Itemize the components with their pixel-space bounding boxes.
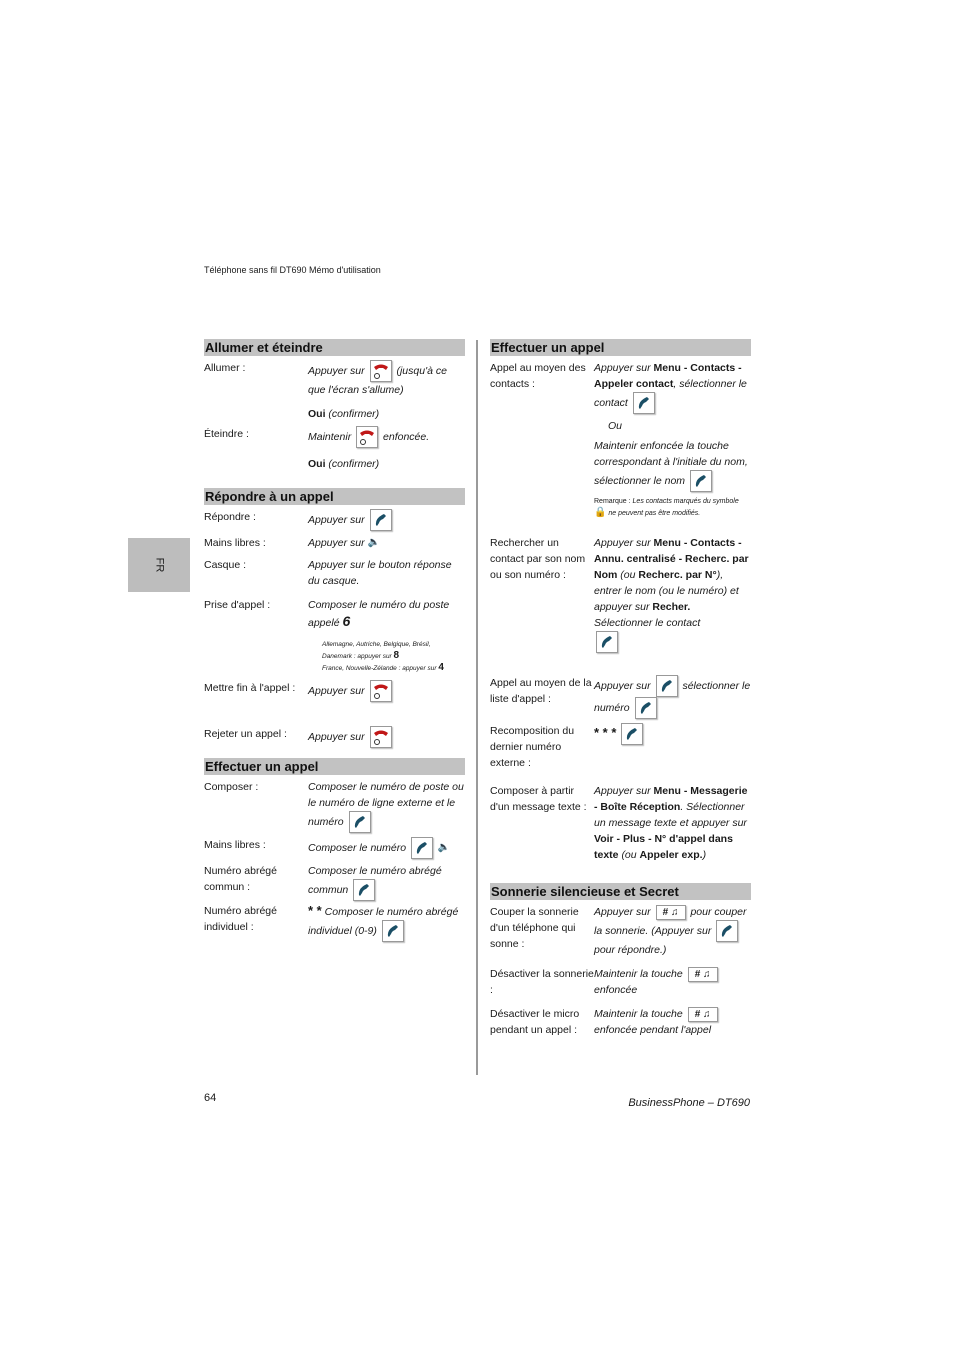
section-silent-mute: [490, 883, 751, 1038]
text: ), entrer le nom (ou le numéro) et appuyer sur: [594, 569, 739, 613]
note: Les contacts marqués du symbole: [632, 498, 739, 505]
row-label: Casque :: [204, 559, 247, 572]
star-keys: * * *: [594, 724, 617, 740]
call-icon: [656, 675, 678, 697]
row-label: Mains libres :: [204, 537, 266, 549]
text: Appuyer sur: [594, 906, 651, 918]
row-label: Numéro abrégé individuel :: [204, 905, 277, 934]
call-icon: [633, 392, 655, 414]
star-keys: * *: [308, 903, 322, 919]
call-icon: [411, 837, 433, 859]
language-label: FR: [152, 557, 165, 573]
menu-path: Menu - Contacts - Annu. centralisé - Recherc. par Nom: [594, 537, 749, 581]
row-label: Numéro abrégé commun :: [204, 865, 277, 894]
text: ): [702, 849, 707, 861]
text: Maintenir: [308, 430, 352, 443]
call-icon: [635, 697, 657, 719]
row-silence-ringer: [490, 904, 751, 958]
note: ne peuvent pas être modifiés.: [608, 510, 701, 517]
call-icon: [353, 879, 375, 901]
row-label: Appel au moyen des contacts :: [490, 362, 586, 390]
row-value: [308, 360, 465, 398]
end-call-icon: [370, 726, 392, 748]
row-label: Prise d'appel :: [204, 599, 271, 612]
text: (jusqu'à ce que l'écran s'allume): [308, 364, 447, 396]
text: (confirmer): [328, 408, 380, 420]
text: Appuyer sur: [308, 731, 365, 743]
section-power: [204, 339, 465, 472]
menu-path: Menu - Contacts - Appeler contact: [594, 362, 742, 390]
hash-key-icon: # ♫: [688, 967, 718, 982]
call-icon: [690, 470, 712, 492]
text: Sélectionner le contact: [594, 617, 701, 629]
text: Maintenir la touche: [594, 968, 683, 980]
end-call-icon: [370, 680, 392, 702]
hash-key-icon: # ♫: [688, 1007, 718, 1022]
row-confirm: [204, 406, 465, 422]
text: Composer le numéro de poste ou le numéro de ligne externe et le numéro: [308, 781, 464, 828]
row-handsfree: [204, 535, 465, 551]
row-pickup: [204, 597, 465, 674]
row-label: Composer :: [204, 781, 259, 794]
row-label: Recomposition du dernier numéro externe :: [490, 725, 575, 769]
or-text: Ou: [608, 420, 623, 432]
text: Appuyer sur: [594, 785, 651, 797]
call-icon: [349, 811, 371, 833]
call-icon: [716, 920, 738, 942]
row-label: Éteindre :: [204, 428, 249, 440]
note: France, Nouvelle-Zélande : appuyer sur: [322, 665, 437, 673]
row-call-from-text: [490, 783, 751, 863]
row-label: Couper la sonnerie d'un téléphone qui sonne :: [490, 906, 579, 950]
text: sélectionner le numéro: [594, 679, 751, 714]
text: Appuyer sur: [308, 685, 365, 697]
row-value: Appuyer sur le bouton réponse du casque.: [308, 559, 452, 588]
text: Composer le numéro: [308, 842, 407, 854]
section-title: Effectuer un appel: [490, 339, 751, 356]
menu-path: Menu - Messagerie - Boîte Réception: [594, 785, 748, 813]
row-label: Désactiver le micro pendant un appel :: [490, 1008, 580, 1036]
row-dial: [204, 779, 465, 833]
lock-icon: 🔒: [594, 507, 607, 518]
row-call-contacts: [490, 360, 751, 519]
note-label: Remarque :: [594, 498, 631, 505]
text: Maintenir enfoncée la touche correspondant à l'initiale du nom, sélectionner le nom: [594, 440, 748, 487]
page-number: 64: [204, 1092, 217, 1104]
row-label: Rechercher un contact par son nom ou son numéro :: [490, 537, 586, 581]
menu-path: Recherc. par N°: [638, 569, 717, 581]
menu-path: Appeler exp.: [639, 849, 703, 861]
text: Appuyer sur: [308, 364, 365, 377]
text: Appuyer sur: [594, 679, 651, 692]
text: pour couper la sonnerie. (Appuyer sur: [594, 906, 747, 937]
row-end-call: [204, 680, 465, 702]
call-icon: [370, 509, 392, 531]
section-make-call: [204, 758, 465, 942]
language-tab: [128, 538, 190, 592]
section-title: Effectuer un appel: [204, 758, 465, 775]
call-icon: [382, 920, 404, 942]
row-label: Répondre :: [204, 511, 256, 523]
text: enfoncée.: [383, 430, 430, 443]
row-power-on: [204, 360, 465, 398]
row-mute: [490, 1006, 751, 1038]
row-search-contact: [490, 535, 751, 653]
text: Maintenir la touche: [594, 1008, 683, 1020]
text: Appuyer sur: [308, 537, 365, 549]
section-title: Sonnerie silencieuse et Secret: [490, 883, 751, 900]
row-individual-speed-dial: [204, 903, 465, 942]
row-redial: [490, 723, 751, 771]
text: Composer le numéro abrégé individuel (0-9): [308, 906, 459, 937]
row-label: Rejeter un appel :: [204, 728, 287, 741]
text: enfoncée pendant l'appel: [594, 1024, 712, 1036]
row-label: Appel au moyen de la liste d'appel :: [490, 677, 592, 705]
row-power-off: [204, 426, 465, 448]
section-make-call-advanced: [490, 339, 751, 863]
section-answer: [204, 488, 465, 748]
menu-path: Recher.: [652, 601, 691, 613]
note: Danemark : appuyer sur: [322, 653, 392, 661]
row-headset: [204, 557, 465, 589]
text: (ou: [620, 569, 636, 581]
section-title: Allumer et éteindre: [204, 339, 465, 356]
row-label: Mettre fin à l'appel :: [204, 682, 296, 695]
running-header: Téléphone sans fil DT690 Mémo d'utilisation: [204, 265, 381, 275]
text: pour répondre.): [594, 944, 667, 956]
row-disable-ringer: [490, 966, 751, 998]
call-icon: [621, 723, 643, 745]
text: Appuyer sur: [308, 513, 365, 526]
speaker-icon: 🔈: [437, 842, 451, 854]
text: Composer le numéro du poste appelé: [308, 599, 450, 630]
row-label: Allumer :: [204, 362, 246, 374]
row-confirm: [204, 456, 465, 472]
text: Composer le numéro abrégé commun: [308, 865, 442, 896]
section-title: Répondre à un appel: [204, 488, 465, 505]
text: (ou: [621, 849, 637, 861]
right-column: [490, 339, 751, 1042]
text: Appuyer sur: [594, 362, 651, 374]
key-number: 6: [342, 613, 351, 630]
hash-key-icon: # ♫: [656, 905, 686, 920]
row-handsfree-dial: [204, 837, 465, 859]
note: Allemagne, Autriche, Belgique, Brésil,: [322, 641, 431, 649]
row-label: Composer à partir d'un message texte :: [490, 785, 587, 813]
menu-path: Voir - Plus - N° d'appel dans texte: [594, 833, 733, 861]
text: , sélectionner le contact: [594, 378, 747, 409]
row-answer: [204, 509, 465, 531]
row-reject: [204, 726, 465, 748]
call-icon: [596, 631, 618, 653]
text: (confirmer): [328, 458, 380, 470]
column-divider: [476, 340, 478, 1075]
row-label: Mains libres :: [204, 839, 266, 852]
text: Appuyer sur: [594, 537, 651, 549]
row-label: Désactiver la sonnerie :: [490, 968, 594, 996]
key-number: 8: [393, 650, 400, 662]
text: enfoncée: [594, 984, 638, 996]
product-name: BusinessPhone – DT690: [628, 1097, 750, 1109]
text: . Sélectionner un message texte et appuyer sur: [594, 801, 747, 829]
left-column: [204, 339, 465, 946]
row-common-speed-dial: [204, 863, 465, 901]
end-call-icon: [356, 426, 378, 448]
speaker-icon: 🔈: [367, 537, 380, 549]
confirm-word: Oui: [308, 458, 326, 470]
end-call-icon: [370, 360, 392, 382]
confirm-word: Oui: [308, 408, 326, 420]
key-number: 4: [438, 662, 444, 674]
row-call-list: [490, 675, 751, 719]
